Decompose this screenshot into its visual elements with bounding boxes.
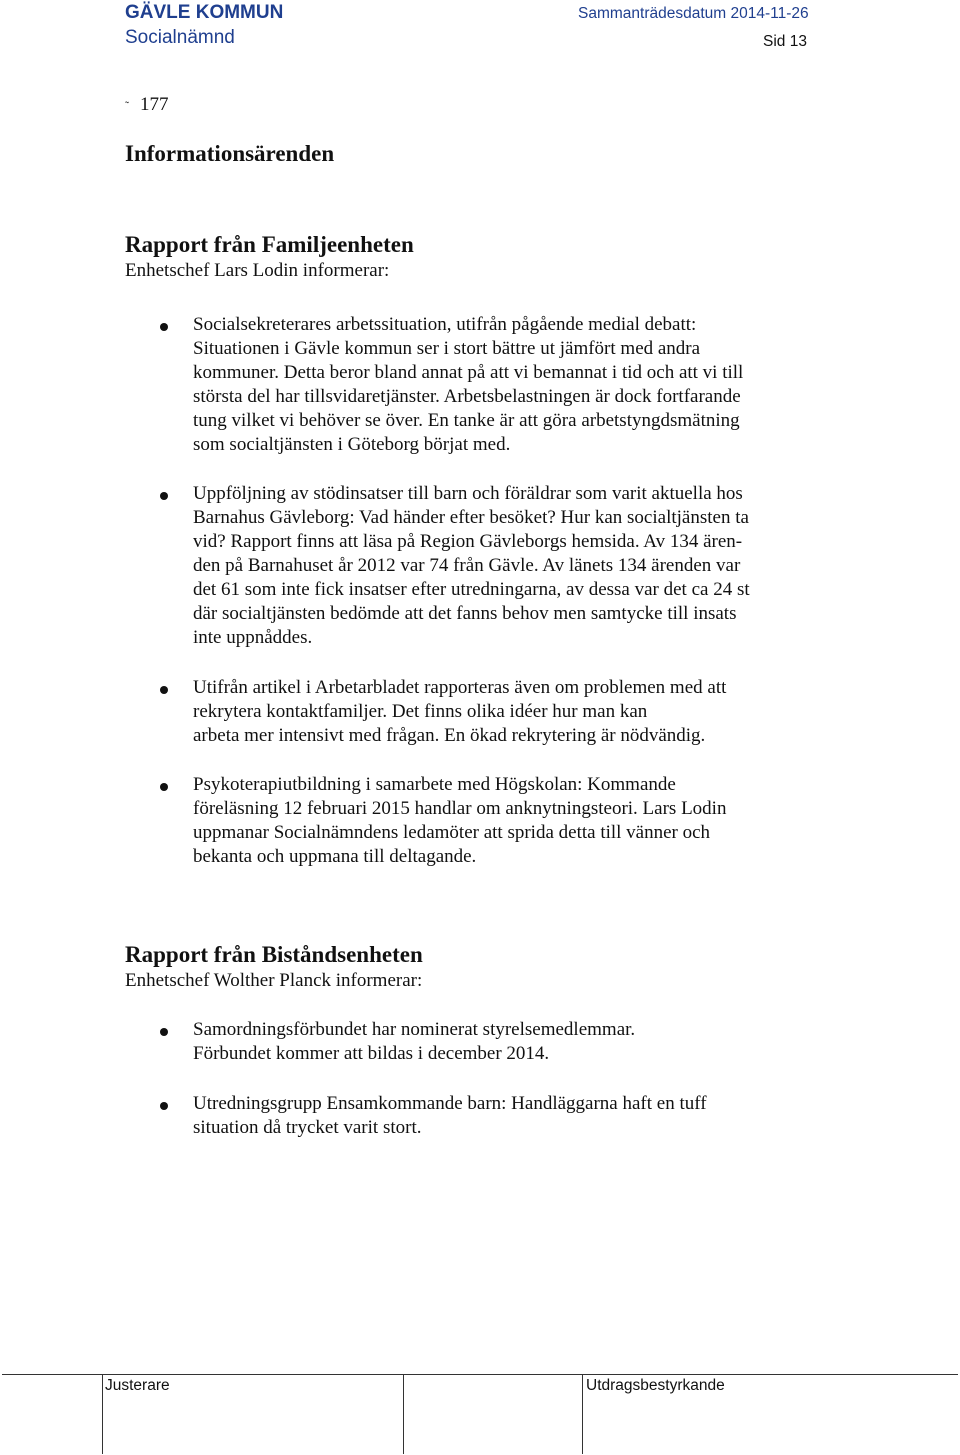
footer-divider [403,1374,404,1454]
bullet-icon [160,492,168,500]
list-item [0,676,833,748]
bullet-icon [160,783,168,791]
text-line: rekrytera kontaktfamiljer. Det finns olika idéer hur man kan [193,701,648,722]
text-line: föreläsning 12 februari 2015 handlar om anknytningsteori. Lars Lodin [193,798,727,819]
org-name: GÄVLE KOMMUN [125,2,284,23]
text-line: inte uppnåddes. [193,627,313,648]
footer-divider [102,1374,103,1454]
footer-adjuster-label: Justerare [105,1377,170,1394]
text-line: situation då trycket varit stort. [193,1117,422,1138]
paragraph-number: 177 [140,94,169,115]
text-line: vid? Rapport finns att läsa på Region Gävleborgs hemsida. Av 134 ären- [193,531,743,552]
text-line: det 61 som inte fick insatser efter utredningarna, av dessa var det ca 24 st [193,579,750,600]
paragraph-mark-icon: ˷ [125,90,129,104]
text-line: Psykoterapiutbildning i samarbete med Högskolan: Kommande [193,774,676,795]
list-item [0,482,833,650]
section-title: Informationsärenden [125,141,335,166]
text-line: Samordningsförbundet har nominerat styrelsemedlemmar. [193,1019,636,1040]
bullet-list-family-unit [0,313,960,869]
text-line: där socialtjänsten bedömde att det fanns behov men samtycke till insats [193,603,737,624]
bullet-icon [160,323,168,331]
department-name: Socialnämnd [125,27,235,48]
text-line: Utifrån artikel i Arbetarbladet rapporteras även om problemen med att [193,677,727,698]
footer-divider [582,1374,583,1454]
text-line: den på Barnahuset år 2012 var 74 från Gävle. Av länets 134 ärenden var [193,555,741,576]
text-line: Utredningsgrupp Ensamkommande barn: Handläggarna haft en tuff [193,1093,707,1114]
text-line: Barnahus Gävleborg: Vad händer efter besöket? Hur kan socialtjänsten ta [193,507,749,528]
text-line: arbeta mer intensivt med frågan. En ökad rekrytering är nödvändig. [193,725,706,746]
text-line: Socialsekreterares arbetssituation, utifrån pågående medial debatt: [193,314,697,335]
report-title-assistance-unit: Rapport från Biståndsenheten [125,942,423,967]
footer-rule [2,1374,958,1375]
page-number: Sid 13 [763,33,807,50]
list-item [0,773,833,869]
text-line: uppmanar Socialnämndens ledamöter att sprida detta till vänner och [193,822,711,843]
text-line: Uppföljning av stödinsatser till barn och föräldrar som varit aktuella hos [193,483,743,504]
list-item [0,1018,833,1066]
bullet-icon [160,1028,168,1036]
bullet-icon [160,686,168,694]
bullet-list-assistance-unit [0,1018,960,1140]
text-line: tung vilket vi behöver se över. En tanke är att göra arbetstyngdsmätning [193,410,740,431]
footer-extract-label: Utdragsbestyrkande [586,1377,725,1394]
report-title-family-unit: Rapport från Familjeenheten [125,232,414,257]
text-line: Förbundet kommer att bildas i december 2014. [193,1043,550,1064]
text-line: Situationen i Gävle kommun ser i stort bättre ut jämfört med andra [193,338,701,359]
report-presenter-assistance-unit: Enhetschef Wolther Planck informerar: [125,970,423,991]
text-line: som socialtjänsten i Göteborg börjat med. [193,434,511,455]
list-item [0,1092,833,1140]
list-item [0,313,833,457]
text-line: bekanta och uppmana till deltagande. [193,846,477,867]
meeting-date: Sammanträdesdatum 2014-11-26 [578,5,809,22]
text-line: kommuner. Detta beror bland annat på att vi bemannat i tid och att vi till [193,362,744,383]
text-line: största del har tillsvidaretjänster. Arbetsbelastningen är dock fortfarande [193,386,741,407]
bullet-icon [160,1102,168,1110]
report-presenter-family-unit: Enhetschef Lars Lodin informerar: [125,260,390,281]
